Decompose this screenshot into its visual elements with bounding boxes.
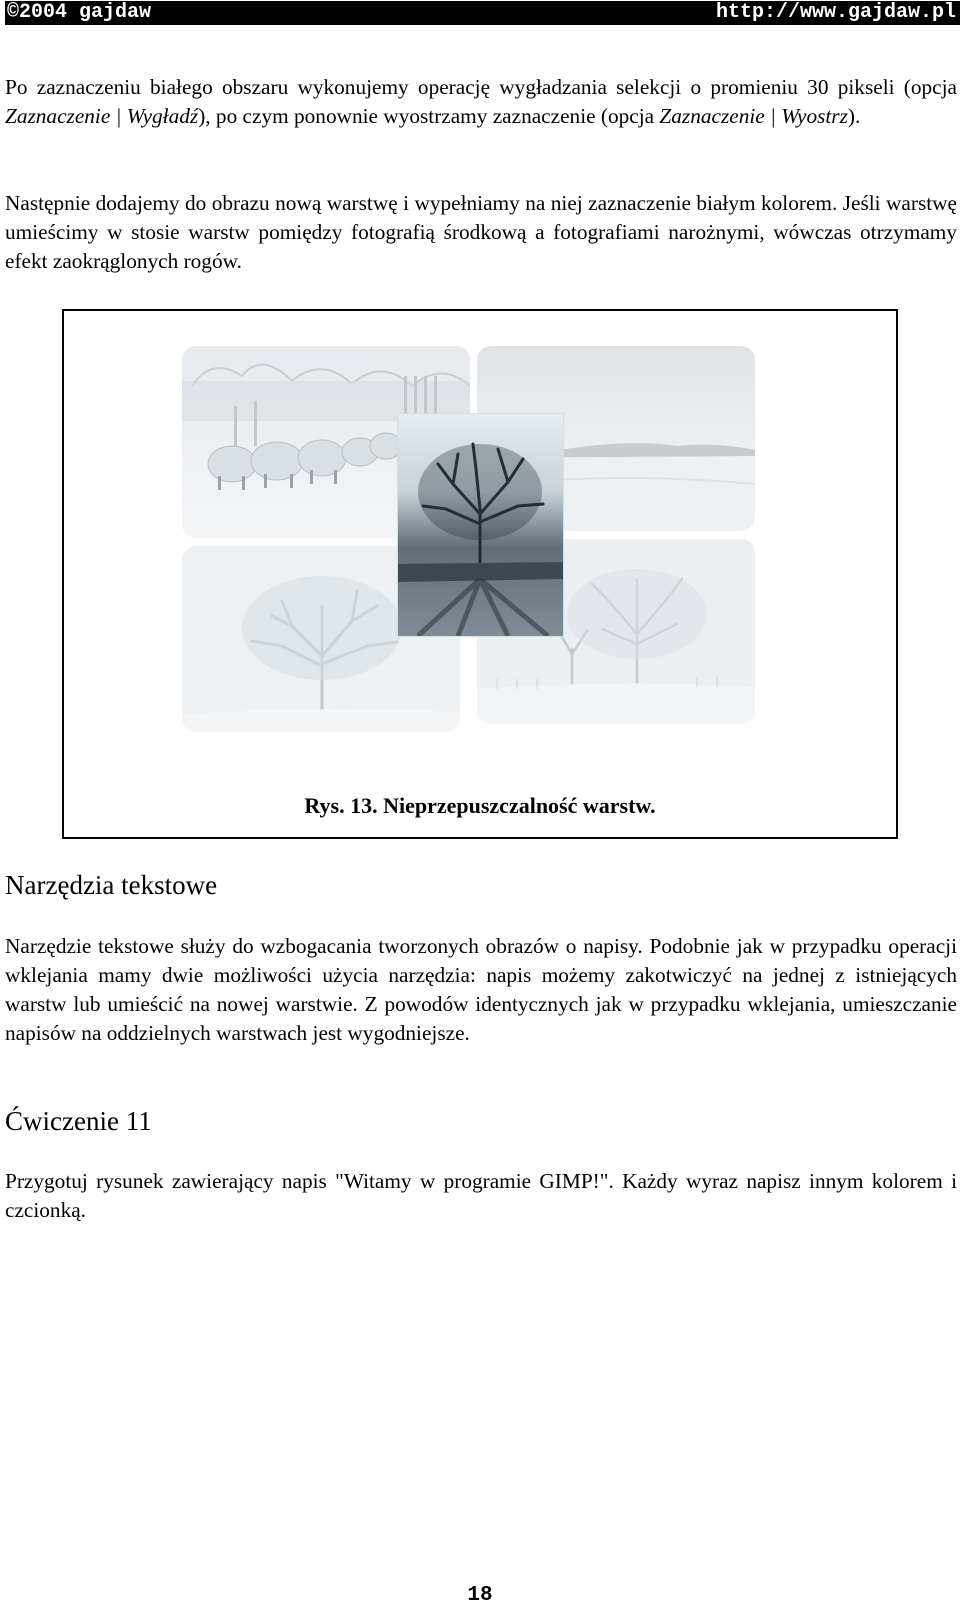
- photo-center-tree: [398, 414, 563, 636]
- page-header: [5, 1, 960, 25]
- menu-path-smooth: Zaznaczenie | Wygładź: [5, 104, 199, 128]
- paragraph-text: Po zaznaczeniu białego obszaru wykonujemy operację wygładzania selekcji o promieniu 30 pikseli (opcja: [5, 75, 957, 99]
- paragraph-smoothing: [5, 73, 957, 131]
- paragraph-exercise: Przygotuj rysunek zawierający napis "Witamy w programie GIMP!". Każdy wyraz napisz innym kolorem i czcionką.: [5, 1169, 957, 1222]
- paragraph-text: ).: [847, 104, 861, 128]
- figure-caption: Rys. 13. Nieprzepuszczalność warstw.: [304, 793, 656, 818]
- section-heading-exercise: Ćwiczenie 11: [5, 1106, 152, 1136]
- section-heading-text-tools: Narzędzia tekstowe: [5, 870, 218, 900]
- figure-layers: [62, 309, 898, 839]
- paragraph-text-tools: Narzędzie tekstowe służy do wzbogacania tworzonych obrazów o napisy. Podobnie jak w przypadku operacji wklejania mamy dwie możliwości użycia narzędzia: napis możemy zakotwiczyć na jednej z istniejących warstw lub umieścić na nowej warstwie. Z powodów identycznych jak w przypadku wklejania, umieszczanie napisów na oddzielnych warstwach jest wygodniejsze.: [5, 934, 957, 1045]
- copyright-text: ©2004 gajdaw: [7, 1, 152, 24]
- paragraph-text: ), po czym ponownie wyostrzamy zaznaczenie (opcja: [198, 104, 660, 128]
- page-number: 18: [467, 1584, 493, 1607]
- menu-path-sharpen: Zaznaczenie | Wyostrz: [659, 104, 848, 128]
- paragraph-new-layer: Następnie dodajemy do obrazu nową warstwę i wypełniamy na niej zaznaczenie białym kolorem. Jeśli warstwę umieścimy w stosie warstw pomiędzy fotografią środkową a fotografiami narożnymi, wówczas otrzymamy efekt zaokrąglonych rogów.: [5, 191, 957, 273]
- header-url[interactable]: http://www.gajdaw.pl: [715, 1, 956, 24]
